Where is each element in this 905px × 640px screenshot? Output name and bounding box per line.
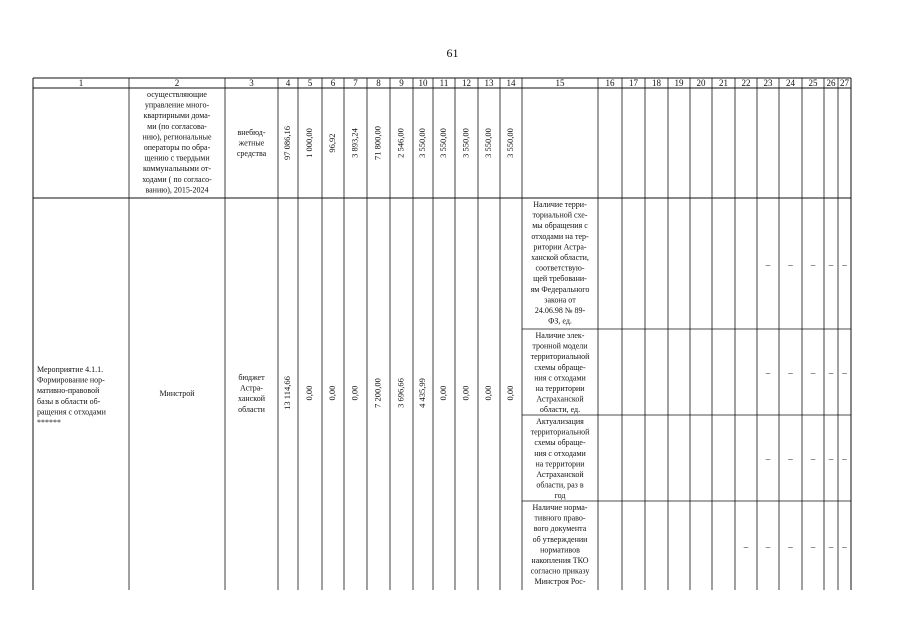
indicator-text: Наличие терри- — [533, 200, 587, 209]
column-header: 3 — [249, 78, 254, 88]
column-header: 26 — [826, 78, 836, 88]
row1-executor-text: управление много- — [144, 100, 210, 110]
indicator-text: ханской области, — [531, 253, 589, 262]
indicator-text: территориальной — [530, 352, 590, 362]
column-header: 10 — [418, 78, 428, 88]
indicator-text: согласно приказу — [530, 566, 590, 576]
indicator-text: мы обращения с — [532, 221, 588, 231]
indicator-dash: – — [810, 454, 816, 464]
row1-value: 2 546,00 — [395, 128, 406, 158]
indicator-text: соответствую- — [535, 263, 585, 273]
indicator-text: накопления ТКО — [531, 556, 589, 565]
indicator-dash: – — [842, 259, 847, 270]
indicator-text: Астраханской — [536, 394, 584, 404]
page-number: 61 — [446, 46, 459, 60]
indicator-dash: – — [828, 368, 834, 378]
column-header: 24 — [786, 78, 795, 88]
row2-funding-source: бюджет — [238, 373, 265, 382]
row1-value: 1 000,00 — [303, 128, 314, 158]
column-header: 27 — [840, 78, 849, 88]
row1-funding-source: внебюд- — [237, 128, 266, 137]
row2-value: 0,00 — [326, 385, 337, 401]
column-header: 4 — [285, 78, 291, 88]
indicator-dash: – — [842, 368, 847, 378]
column-header: 21 — [719, 78, 728, 88]
column-header: 6 — [330, 78, 336, 88]
column-header: 14 — [506, 78, 516, 88]
row2-value: 3 696,66 — [395, 378, 406, 408]
row1-value: 3 550,00 — [504, 128, 515, 158]
indicator-text: ния с отходами — [534, 373, 586, 383]
row2-value: 4 435,99 — [416, 378, 427, 408]
indicator-dash: – — [765, 368, 771, 378]
indicator-text: тронной модели — [532, 341, 588, 351]
row1-executor-text: квартирными дома- — [143, 111, 211, 121]
column-header: 13 — [484, 78, 494, 88]
column-header: 1 — [78, 78, 84, 88]
row2-value: 7 200,00 — [372, 378, 383, 408]
column-header: 16 — [605, 78, 615, 88]
indicator-dash: – — [828, 541, 834, 552]
indicator-text: Актуализация — [536, 417, 584, 426]
indicator-text: ния с отходами — [534, 448, 586, 458]
column-header: 2 — [174, 78, 180, 88]
row2-activity-name: мативно-правовой — [37, 386, 100, 396]
indicator-text: ториальной схе- — [532, 210, 588, 220]
indicator-dash: – — [810, 368, 816, 378]
row2-funding-source: ханской — [237, 394, 266, 404]
indicator-dash: – — [810, 259, 816, 270]
row1-value: 71 800,00 — [372, 126, 383, 160]
row2-value: 0,00 — [437, 385, 448, 401]
indicator-text: Наличие норма- — [532, 503, 588, 512]
indicator-dash: – — [765, 259, 771, 270]
column-header: 8 — [376, 78, 381, 88]
row1-executor-text: нию), региональные — [142, 132, 212, 142]
indicator-text: закона от — [544, 295, 576, 305]
indicator-text: нормативов — [540, 545, 580, 555]
indicator-dash: – — [788, 368, 793, 378]
indicator-text: Наличие элек- — [535, 331, 585, 340]
indicator-dash: – — [828, 259, 834, 270]
row1-executor-text: щению с твердыми — [144, 153, 210, 163]
row2-funding-source: области — [238, 404, 265, 414]
indicator-dash: – — [842, 541, 847, 552]
column-header: 18 — [652, 78, 661, 88]
column-header: 12 — [462, 78, 471, 88]
indicator-dash: – — [842, 454, 847, 464]
row1-value: 3 893,24 — [349, 128, 360, 158]
row2-funding-source: Астра- — [240, 383, 263, 393]
column-header: 15 — [555, 78, 565, 88]
indicator-text: на территории — [535, 384, 585, 393]
row2-activity-name: базы в области об- — [37, 396, 101, 406]
column-header: 25 — [808, 78, 818, 88]
table-content — [37, 78, 850, 586]
column-header: 19 — [674, 78, 684, 88]
row2-value: 0,00 — [482, 385, 493, 401]
row2-activity-name: Формирование нор- — [37, 375, 105, 385]
row2-value: 0,00 — [303, 385, 314, 401]
indicator-text: 24.06.98 № 89- — [534, 306, 586, 315]
row1-executor-text: операторы по обра- — [143, 143, 211, 152]
row2-executor: Минстрой — [159, 389, 195, 398]
row1-executor-text: осуществляющие — [147, 90, 207, 99]
row1-value: 3 550,00 — [437, 128, 448, 158]
row1-value: 3 550,00 — [482, 128, 493, 158]
indicator-text: Минстроя Рос- — [534, 577, 586, 587]
indicator-text: ритории Астра- — [533, 242, 587, 252]
row1-executor-text: ми (по согласова- — [147, 121, 207, 131]
indicator-text: ФЗ, ед. — [548, 316, 572, 326]
indicator-dash: – — [765, 454, 771, 464]
indicator-text: отходами на тер- — [531, 231, 589, 241]
row1-value: 3 550,00 — [460, 128, 471, 158]
column-header: 7 — [353, 78, 358, 88]
row1-value: 96,92 — [326, 133, 337, 153]
indicator-text: территориальной — [530, 427, 590, 437]
column-header: 20 — [696, 78, 706, 88]
indicator-dash: – — [765, 541, 771, 552]
column-header: 11 — [439, 78, 449, 88]
row1-funding-source: жетные — [238, 138, 265, 148]
row2-value: 13 114,66 — [281, 376, 292, 410]
row2-value: 0,00 — [504, 385, 515, 401]
indicator-text: ям Федерального — [530, 284, 590, 294]
indicator-text: области, ед. — [539, 405, 581, 415]
indicator-dash: – — [788, 454, 793, 464]
indicator-dash: – — [828, 454, 834, 464]
indicator-text: на территории — [535, 459, 585, 469]
row1-executor-text: ванию), 2015-2024 — [145, 185, 209, 195]
row1-executor-text: коммунальными от- — [142, 164, 212, 174]
row2-activity-name: Мероприятие 4.1.1. — [37, 365, 104, 374]
row1-value: 97 086,16 — [281, 126, 292, 160]
column-header: 22 — [741, 78, 751, 88]
indicator-dash: – — [788, 541, 793, 552]
row2-activity-name: ращения с отходами — [37, 407, 106, 417]
row2-value: 0,00 — [349, 385, 360, 401]
column-header: 23 — [763, 78, 773, 88]
column-header: 17 — [629, 78, 638, 88]
indicator-text: области, раз в — [536, 480, 584, 490]
indicator-text: схемы обраще- — [534, 438, 586, 448]
column-header: 9 — [399, 78, 404, 88]
row1-value: 3 550,00 — [416, 128, 427, 158]
indicator-text: год — [554, 491, 566, 501]
row2-activity-name: ****** — [37, 418, 61, 427]
indicator-text: Астраханской — [536, 470, 584, 479]
indicator-dash: – — [810, 541, 816, 552]
indicator-text: схемы обраще- — [534, 362, 586, 372]
indicator-text: вого документа — [533, 524, 587, 534]
column-header: 5 — [307, 78, 313, 88]
row1-executor-text: ходами ( по согласо- — [142, 174, 212, 184]
indicator-dash: – — [743, 541, 749, 552]
indicator-dash: – — [788, 259, 793, 270]
indicator-text: щей требовани- — [533, 274, 587, 284]
indicator-text: тивного право- — [534, 513, 586, 523]
row2-value: 0,00 — [460, 385, 471, 401]
indicator-text: об утверждении — [532, 534, 588, 544]
row1-funding-source: средства — [236, 149, 267, 159]
